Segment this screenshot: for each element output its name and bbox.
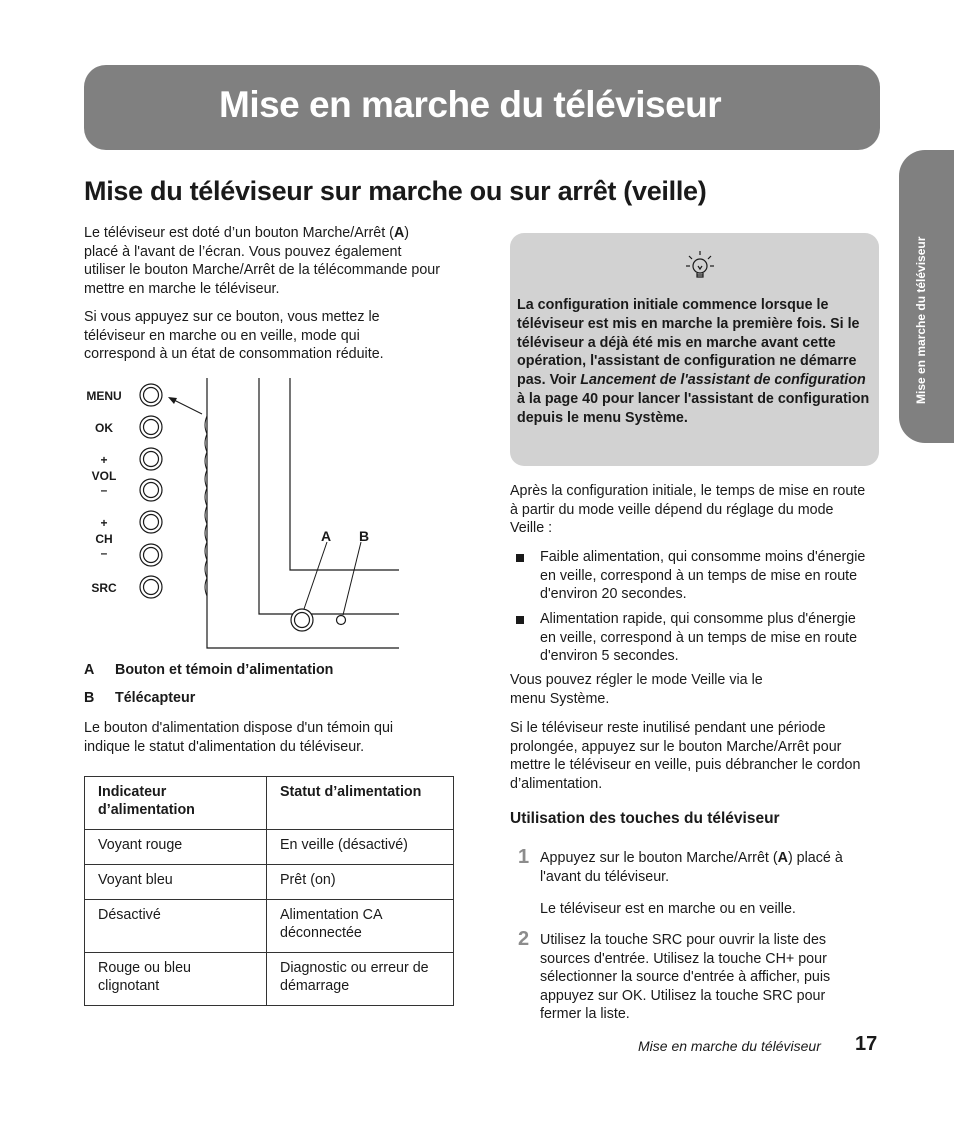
intro-paragraph-2: Si vous appuyez sur ce bouton, vous mettez le téléviseur en marche ou en veille, mode qui correspond à un état de consommation réduite.: [84, 309, 384, 363]
section-title: Mise du téléviseur sur marche ou sur arrêt (veille): [84, 176, 707, 206]
label-ok: OK: [95, 421, 113, 435]
table-header: Indicateur d’alimentation: [85, 777, 267, 830]
bullet-text: Alimentation rapide, qui consomme plus d'énergie en veille, correspond à un temps de mise en route d'environ 5 secondes.: [540, 611, 858, 665]
intro-paragraph-1: Le téléviseur est doté d’un bouton Marche/Arrêt (A) placé à l'avant de l’écran. Vous pouvez également utiliser le bouton Marche/Arrêt de la télécommande pour mettre en marche le téléviseur.: [84, 225, 441, 297]
legend-b: B Télécapteur: [84, 690, 196, 706]
label-vol: VOL: [91, 469, 117, 483]
table-cell: Alimentation CA déconnectée: [267, 900, 454, 953]
tip-box: [510, 233, 879, 466]
lightbulb-icon: [685, 249, 715, 281]
tip-text: La configuration initiale commence lorsque le téléviseur est mis en marche la première fois. Si le téléviseur a déjà été mis en marche avant cette opération, l'assistant de configuration ne démarre pas. Voir Lancement de l'assistant de configuration à la page 40 pour lancer l'assistant de configuration depuis le menu Système.: [517, 297, 870, 426]
label-ch-plus: +: [100, 516, 108, 530]
table-cell: Prêt (on): [267, 865, 454, 900]
table-row: [85, 953, 454, 1006]
page-title: Mise en marche du téléviseur: [219, 84, 722, 125]
indicator-intro: Le bouton d'alimentation dispose d'un témoin qui indique le statut d'alimentation du téléviseur.: [84, 720, 394, 755]
table-cell: Désactivé: [85, 900, 267, 953]
remote-sensor-icon: [337, 616, 346, 625]
table-cell: En veille (désactivé): [267, 830, 454, 865]
page-number: 17: [855, 1033, 878, 1055]
veille-menu-paragraph: Vous pouvez régler le mode Veille via le menu Système.: [510, 672, 763, 707]
step-number: 1: [518, 846, 530, 868]
step-number: 2: [518, 928, 530, 950]
table-header-row: [85, 777, 454, 830]
after-config-paragraph: Après la configuration initiale, le temps de mise en route à partir du mode veille dépend du réglage du mode Veille :: [510, 483, 866, 537]
subheading: Utilisation des touches du téléviseur: [510, 810, 780, 827]
table-row: [85, 900, 454, 953]
label-menu: MENU: [86, 389, 122, 403]
table-cell: Rouge ou bleu clignotant: [85, 953, 267, 1006]
table-row: [85, 830, 454, 865]
step-text: Appuyez sur le bouton Marche/Arrêt (A) placé à l'avant du téléviseur.: [540, 850, 843, 885]
marker-a: A: [320, 528, 332, 544]
header-banner: [84, 65, 880, 150]
table-cell: Diagnostic ou erreur de démarrage: [267, 953, 454, 1006]
legend-a: A Bouton et témoin d’alimentation: [84, 662, 334, 678]
power-status-table: [84, 776, 454, 1006]
step-text: Utilisez la touche SRC pour ouvrir la liste des sources d'entrée. Utilisez la touche CH+ pour sélectionner la source d'entrée à afficher, puis appuyez sur OK. Utilisez la touche SRC pour fermer la liste.: [540, 932, 831, 1023]
side-tab-label: Mise en marche du téléviseur: [914, 236, 928, 404]
unused-paragraph: Si le téléviseur reste inutilisé pendant une période prolongée, appuyez sur le bouton Marche/Arrêt pour mettre le téléviseur en veille, puis débrancher le cordon d’alimentation.: [510, 720, 861, 792]
table-cell: Voyant rouge: [85, 830, 267, 865]
step-note: Le téléviseur est en marche ou en veille.: [540, 901, 796, 917]
footer-label: Mise en marche du téléviseur: [638, 1038, 821, 1054]
bullet-icon: [516, 616, 524, 624]
marker-b: B: [358, 528, 370, 544]
bullet-icon: [516, 554, 524, 562]
label-ch: CH: [95, 532, 113, 546]
side-buttons: [140, 384, 346, 631]
label-vol-minus: –: [100, 483, 108, 497]
bullet-text: Faible alimentation, qui consomme moins d'énergie en veille, correspond à un temps de mise en route d'environ 20 secondes.: [540, 549, 866, 603]
label-ch-minus: –: [100, 546, 108, 560]
label-src: SRC: [91, 581, 117, 595]
table-cell: Voyant bleu: [85, 865, 267, 900]
table-row: [85, 865, 454, 900]
table-header: Statut d’alimentation: [267, 777, 454, 830]
label-vol-plus: +: [100, 453, 108, 467]
tv-controls-diagram: [84, 376, 404, 650]
